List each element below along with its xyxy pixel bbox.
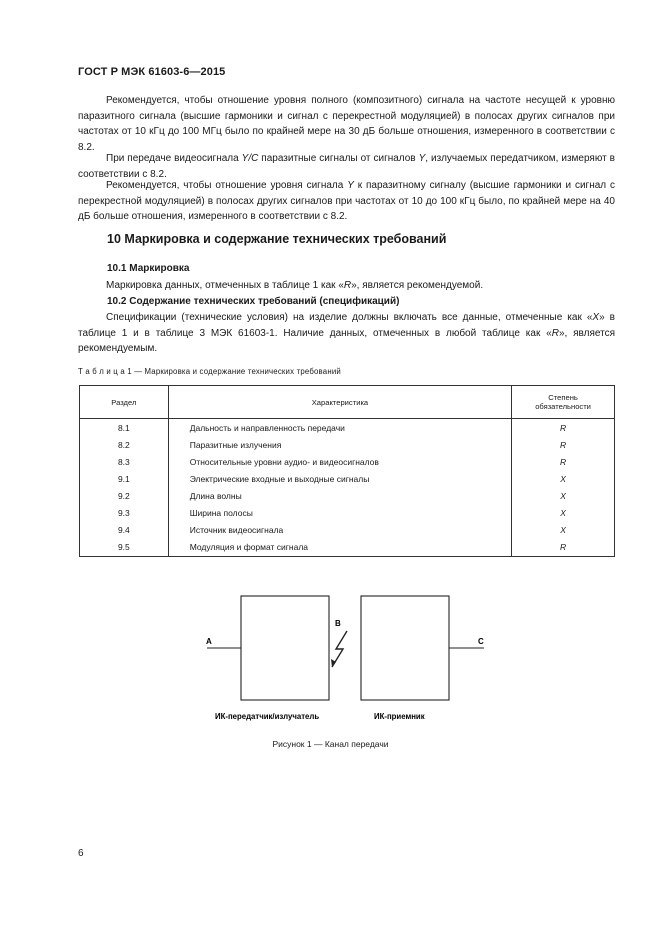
cell-section: 9.5: [80, 539, 169, 557]
cell-degree: X: [512, 470, 615, 487]
header-degree-line1: Степень: [548, 393, 578, 402]
requirements-table: [79, 385, 615, 557]
document-header: ГОСТ Р МЭК 61603-6—2015: [78, 66, 226, 78]
cell-characteristic: Длина волны: [168, 487, 511, 504]
cell-characteristic: Электрические входные и выходные сигналы: [168, 470, 511, 487]
cell-characteristic: Модуляция и формат сигнала: [168, 539, 511, 557]
table-row: [80, 419, 615, 437]
cell-characteristic: Источник видеосигнала: [168, 522, 511, 539]
paragraph-marking: Маркировка данных, отмеченных в таблице 1 как «R», является рекомендуемой.: [106, 280, 484, 291]
paragraph-composite-signal: Рекомендуется, чтобы отношение уровня полного (композитного) сигнала на частоте несущей к уровню паразитного сигнала (высшие гармоники и сигнал с перекрестной модуляцией) в полосах других сигналов при частотах от 10 кГц до 100 МГц было по крайней мере на 30 дБ больше отношения, измеренного в соответствии с 8.2.: [78, 95, 615, 154]
paragraph-y-signal: Рекомендуется, чтобы отношение уровня сигнала Y к паразитному сигналу (высшие гармоники и сигнал с перекрестной модуляцией) в полосах других сигналов при частотах от 10 до 100 кГц было, по крайней мере на 40 дБ больше отношения, измеренного в соответствии с 8.2.: [78, 180, 615, 223]
table-row: [80, 539, 615, 557]
label-a: A: [206, 637, 212, 646]
cell-section: 9.1: [80, 470, 169, 487]
receiver-box: [361, 596, 449, 700]
header-characteristic: Характеристика: [168, 386, 511, 419]
table-row: [80, 470, 615, 487]
cell-degree: R: [512, 419, 615, 437]
cell-characteristic: Относительные уровни аудио- и видеосигналов: [168, 453, 511, 470]
cell-section: 9.4: [80, 522, 169, 539]
transmitter-label: ИК-передатчик/излучатель: [215, 712, 320, 721]
paragraph-yc-signal: При передаче видеосигнала Y/C паразитные сигналы от сигналов Y, излучаемых передатчиком, измеряют в соответствии с 8.2.: [78, 153, 615, 180]
table-row: [80, 504, 615, 521]
paragraph-requirements: Спецификации (технические условия) на изделие должны включать все данные, отмеченные как «X» в таблице 1 и в таблице 3 МЭК 61603-1. Наличие данных, отмеченных в любой таблице как «R», является рекомендуемым.: [78, 312, 615, 355]
section-title: 10 Маркировка и содержание технических требований: [107, 232, 447, 246]
table-row: [80, 522, 615, 539]
subsection-title-requirements: 10.2 Содержание технических требований (спецификаций): [107, 296, 400, 307]
header-section: Раздел: [80, 386, 169, 419]
cell-characteristic: Ширина полосы: [168, 504, 511, 521]
table-row: [80, 487, 615, 504]
table-row: [80, 453, 615, 470]
cell-section: 9.2: [80, 487, 169, 504]
cell-section: 8.3: [80, 453, 169, 470]
cell-characteristic: Дальность и направленность передачи: [168, 419, 511, 437]
cell-degree: X: [512, 522, 615, 539]
cell-degree: X: [512, 487, 615, 504]
transmission-channel-diagram: [190, 585, 510, 725]
header-degree-line2: обязательности: [535, 402, 591, 411]
cell-section: 8.2: [80, 436, 169, 453]
cell-degree: R: [512, 539, 615, 557]
cell-section: 8.1: [80, 419, 169, 437]
cell-degree: X: [512, 504, 615, 521]
cell-degree: R: [512, 436, 615, 453]
table-row: [80, 436, 615, 453]
cell-characteristic: Паразитные излучения: [168, 436, 511, 453]
cell-degree: R: [512, 453, 615, 470]
label-c: C: [478, 637, 484, 646]
header-degree: [512, 386, 615, 419]
table-caption: Т а б л и ц а 1 — Маркировка и содержание технических требований: [78, 367, 341, 376]
page-number: 6: [78, 848, 84, 859]
label-b: B: [335, 619, 341, 628]
receiver-label: ИК-приемник: [374, 712, 425, 721]
transmitter-box: [241, 596, 329, 700]
subsection-title-marking: 10.1 Маркировка: [107, 263, 190, 274]
cell-section: 9.3: [80, 504, 169, 521]
figure-caption: Рисунок 1 — Канал передачи: [272, 739, 389, 749]
